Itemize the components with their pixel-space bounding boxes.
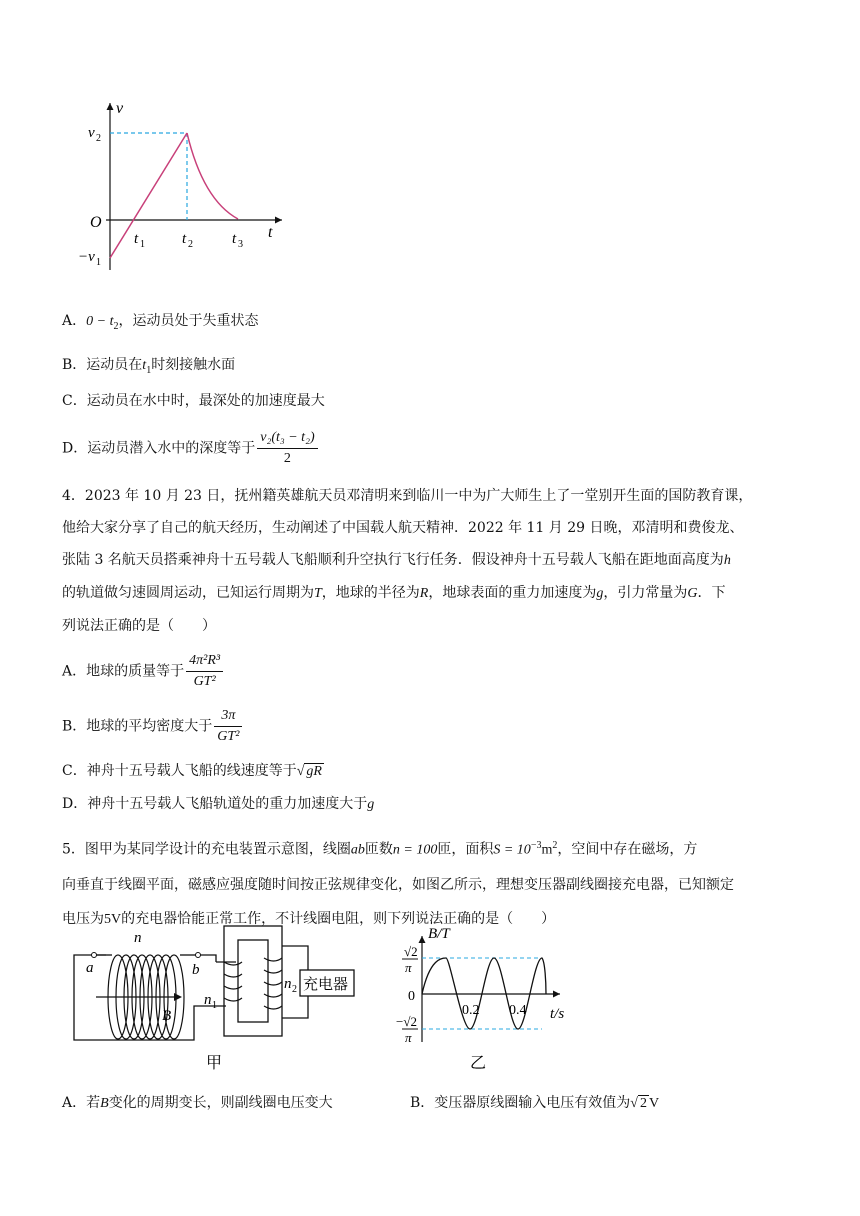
q4-a-denominator: GT² [193, 674, 216, 689]
q5-b-value: 2 [639, 1096, 647, 1111]
coil-n-label: n [134, 930, 142, 946]
q5-b-unit: V [648, 1096, 660, 1111]
q5-s-unit: m [541, 842, 553, 858]
velocity-rising-line [110, 133, 187, 258]
t3-label: t [232, 231, 237, 247]
q4-var-R: R [419, 586, 429, 601]
q5-var-ab: ab [350, 842, 365, 858]
t2-label: t [182, 231, 187, 247]
yi-neg-den: π [405, 1030, 412, 1045]
n1-label: n [204, 992, 212, 1008]
yi-zero-label: 0 [408, 989, 415, 1004]
q5-a-prefix: A．若 [62, 1095, 101, 1111]
t1-sub: 1 [140, 239, 145, 250]
q3-a-sub: 2 [113, 320, 119, 332]
q4-option-d [62, 794, 374, 815]
wire-secondary-top [282, 946, 308, 970]
yi-neg-num: −√2 [396, 1014, 417, 1029]
q3-b-math: t [142, 358, 147, 373]
q5-line1-c: 匝，面积 [437, 841, 494, 858]
velocity-time-graph [70, 95, 300, 275]
q4-line5: 列说法正确的是（ ） [62, 618, 216, 634]
yi-pos-num: √2 [404, 944, 418, 959]
yi-pos-den: π [405, 960, 412, 975]
q3-c-text: C．运动员在水中时，最深处的加速度最大 [62, 393, 325, 409]
q4-b-numerator: 3π [214, 706, 242, 727]
q5-n-eq: n = 100 [392, 842, 438, 858]
q3-option-d [62, 428, 320, 469]
q4-line1: 4．2023 年 10 月 23 日，抚州籍英雄航天员邓清明来到临川一中为广大师生上了一堂别开生面的国防教育课， [62, 488, 753, 504]
q4-var-G: G [687, 586, 698, 601]
n2-sub: 2 [292, 984, 297, 995]
q3-option-c [62, 391, 325, 411]
yi-tick-0-4: 0.4 [509, 1003, 527, 1018]
q4-b-denominator: GT² [217, 729, 240, 744]
secondary-winding [264, 958, 282, 1009]
yi-t-axis-label: t/s [550, 1006, 565, 1022]
q5-option-a [62, 1093, 333, 1114]
figure-jia-caption: 甲 [206, 1053, 223, 1072]
q4-line4-d: ，引力常量为 [603, 585, 688, 601]
v2-sub: 2 [96, 133, 101, 144]
q4-line4-e: ．下 [697, 585, 726, 601]
field-b-label: B [162, 1008, 172, 1024]
q4-var-T: T [314, 586, 322, 601]
v-axis-label: v [116, 100, 124, 117]
q4-line4-b: ，地球的半径为 [321, 585, 420, 601]
q4-line4-c: ，地球表面的重力加速度为 [428, 585, 597, 601]
q4-var-h: h [723, 553, 731, 568]
wire-secondary-bottom [282, 996, 308, 1018]
t1-label: t [134, 231, 139, 247]
terminal-a-label: a [86, 960, 94, 976]
q5-option-b [410, 1093, 659, 1114]
charger-label: 充电器 [303, 975, 349, 993]
q5-a-var-b: B [100, 1096, 109, 1111]
q5-stem [62, 829, 802, 937]
q4-d-math: g [367, 797, 375, 812]
q5-b-sqrt: √ 2 [630, 1096, 647, 1111]
q4-line4 [62, 577, 802, 610]
q4-d-text: D．神舟十五号载人飞船轨道处的重力加速度大于 [62, 796, 368, 812]
q3-a-math: 0 − t [86, 314, 114, 329]
q3-option-a [62, 311, 258, 337]
q4-line3 [62, 544, 802, 577]
velocity-decay-curve [187, 133, 238, 219]
t2-sub: 2 [188, 239, 193, 250]
transformer-core-inner [238, 940, 268, 1022]
q5-line2: 向垂直于线圈平面，磁感应强度随时间按正弦规律变化，如图乙所示，理想变压器副线圈接充电器，已知额定 [62, 876, 734, 893]
q3-d-denominator: 2 [283, 451, 291, 466]
q4-option-a [62, 651, 225, 692]
v2-label: v [88, 125, 95, 141]
neg-v1-sub: 1 [96, 257, 101, 268]
neg-v1-label: −v [78, 249, 95, 265]
yi-b-axis-label: B/T [428, 926, 450, 942]
q5-s-unit-exp: 2 [552, 840, 558, 851]
q5-line1 [62, 829, 802, 868]
n2-label: n [284, 976, 292, 992]
figure-yi-sine-graph [390, 922, 590, 1072]
q4-line3-text: 张陆 3 名航天员搭乘神舟十五号载人飞船顺利升空执行飞行任务．假设神舟十五号载人飞船在距地面高度为 [62, 552, 724, 568]
field-arrow-head [174, 993, 182, 1001]
q4-a-fraction [186, 651, 223, 692]
q3-a-text: ，运动员处于失重状态 [118, 313, 259, 329]
q4-b-text: B．地球的平均密度大于 [62, 718, 213, 735]
q5-s-exp: −3 [530, 840, 542, 851]
figure-yi-caption: 乙 [470, 1053, 487, 1072]
q4-a-numerator: 4π²R³ [186, 651, 223, 672]
q5-voltage: 5V [104, 911, 122, 927]
q3-d-fraction [257, 428, 317, 469]
q4-line4-a: 的轨道做匀速圆周运动，已知运行周期为 [62, 585, 314, 601]
q4-c-text: C．神舟十五号载人飞船的线速度等于 [62, 763, 297, 779]
q3-b-prefix: B．运动员在 [62, 357, 143, 373]
q4-a-text: A．地球的质量等于 [62, 663, 185, 680]
q4-line2: 他给大家分享了自己的航天经历，生动阐述了中国载人航天精神．2022 年 11 月 29 日晚，邓清明和费俊龙、 [62, 520, 744, 536]
q3-b-text: 时刻接触水面 [151, 357, 236, 373]
q3-d-prefix: D．运动员潜入水中的深度等于 [62, 440, 256, 457]
q4-b-fraction [214, 706, 242, 747]
q5-line3-b: 的充电器恰能正常工作，不计线圈电阻，则下列说法正确的是（ ） [121, 910, 556, 927]
terminal-b-label: b [192, 962, 200, 978]
q5-s-eq: S = 10 [493, 842, 531, 858]
figure-jia-circuit [66, 922, 376, 1072]
q4-option-b [62, 706, 244, 747]
q5-line1-b: 匝数 [364, 841, 393, 858]
t3-sub: 3 [238, 239, 243, 250]
q5-line1-d: ，空间中存在磁场，方 [557, 841, 698, 858]
q3-b-sub: 1 [146, 364, 152, 376]
q4-stem [62, 480, 802, 642]
q5-line3-a: 电压为 [62, 910, 104, 927]
q4-var-g: g [596, 586, 604, 601]
n1-sub: 1 [212, 1000, 217, 1011]
t-axis-label: t [268, 224, 273, 241]
q5-b-text: B．变压器原线圈输入电压有效值为 [410, 1095, 631, 1111]
transformer-core-outer [224, 926, 282, 1036]
terminal-a [92, 953, 97, 958]
q3-d-numerator: v₂(t₃ − t₂) [257, 428, 317, 449]
terminal-b [196, 953, 201, 958]
q4-c-sqrt: √ gR [296, 764, 322, 779]
q5-a-text: 变化的周期变长，则副线圈电压变大 [108, 1095, 333, 1111]
q3-option-b [62, 355, 235, 381]
q4-option-c [62, 761, 324, 782]
yi-tick-0-2: 0.2 [462, 1003, 480, 1018]
origin-label: O [90, 214, 102, 231]
q5-line1-a: 5．图甲为某同学设计的充电装置示意图，线圈 [62, 841, 351, 858]
q4-c-math: gR [306, 764, 322, 779]
q3-a-prefix: A． [62, 313, 87, 329]
